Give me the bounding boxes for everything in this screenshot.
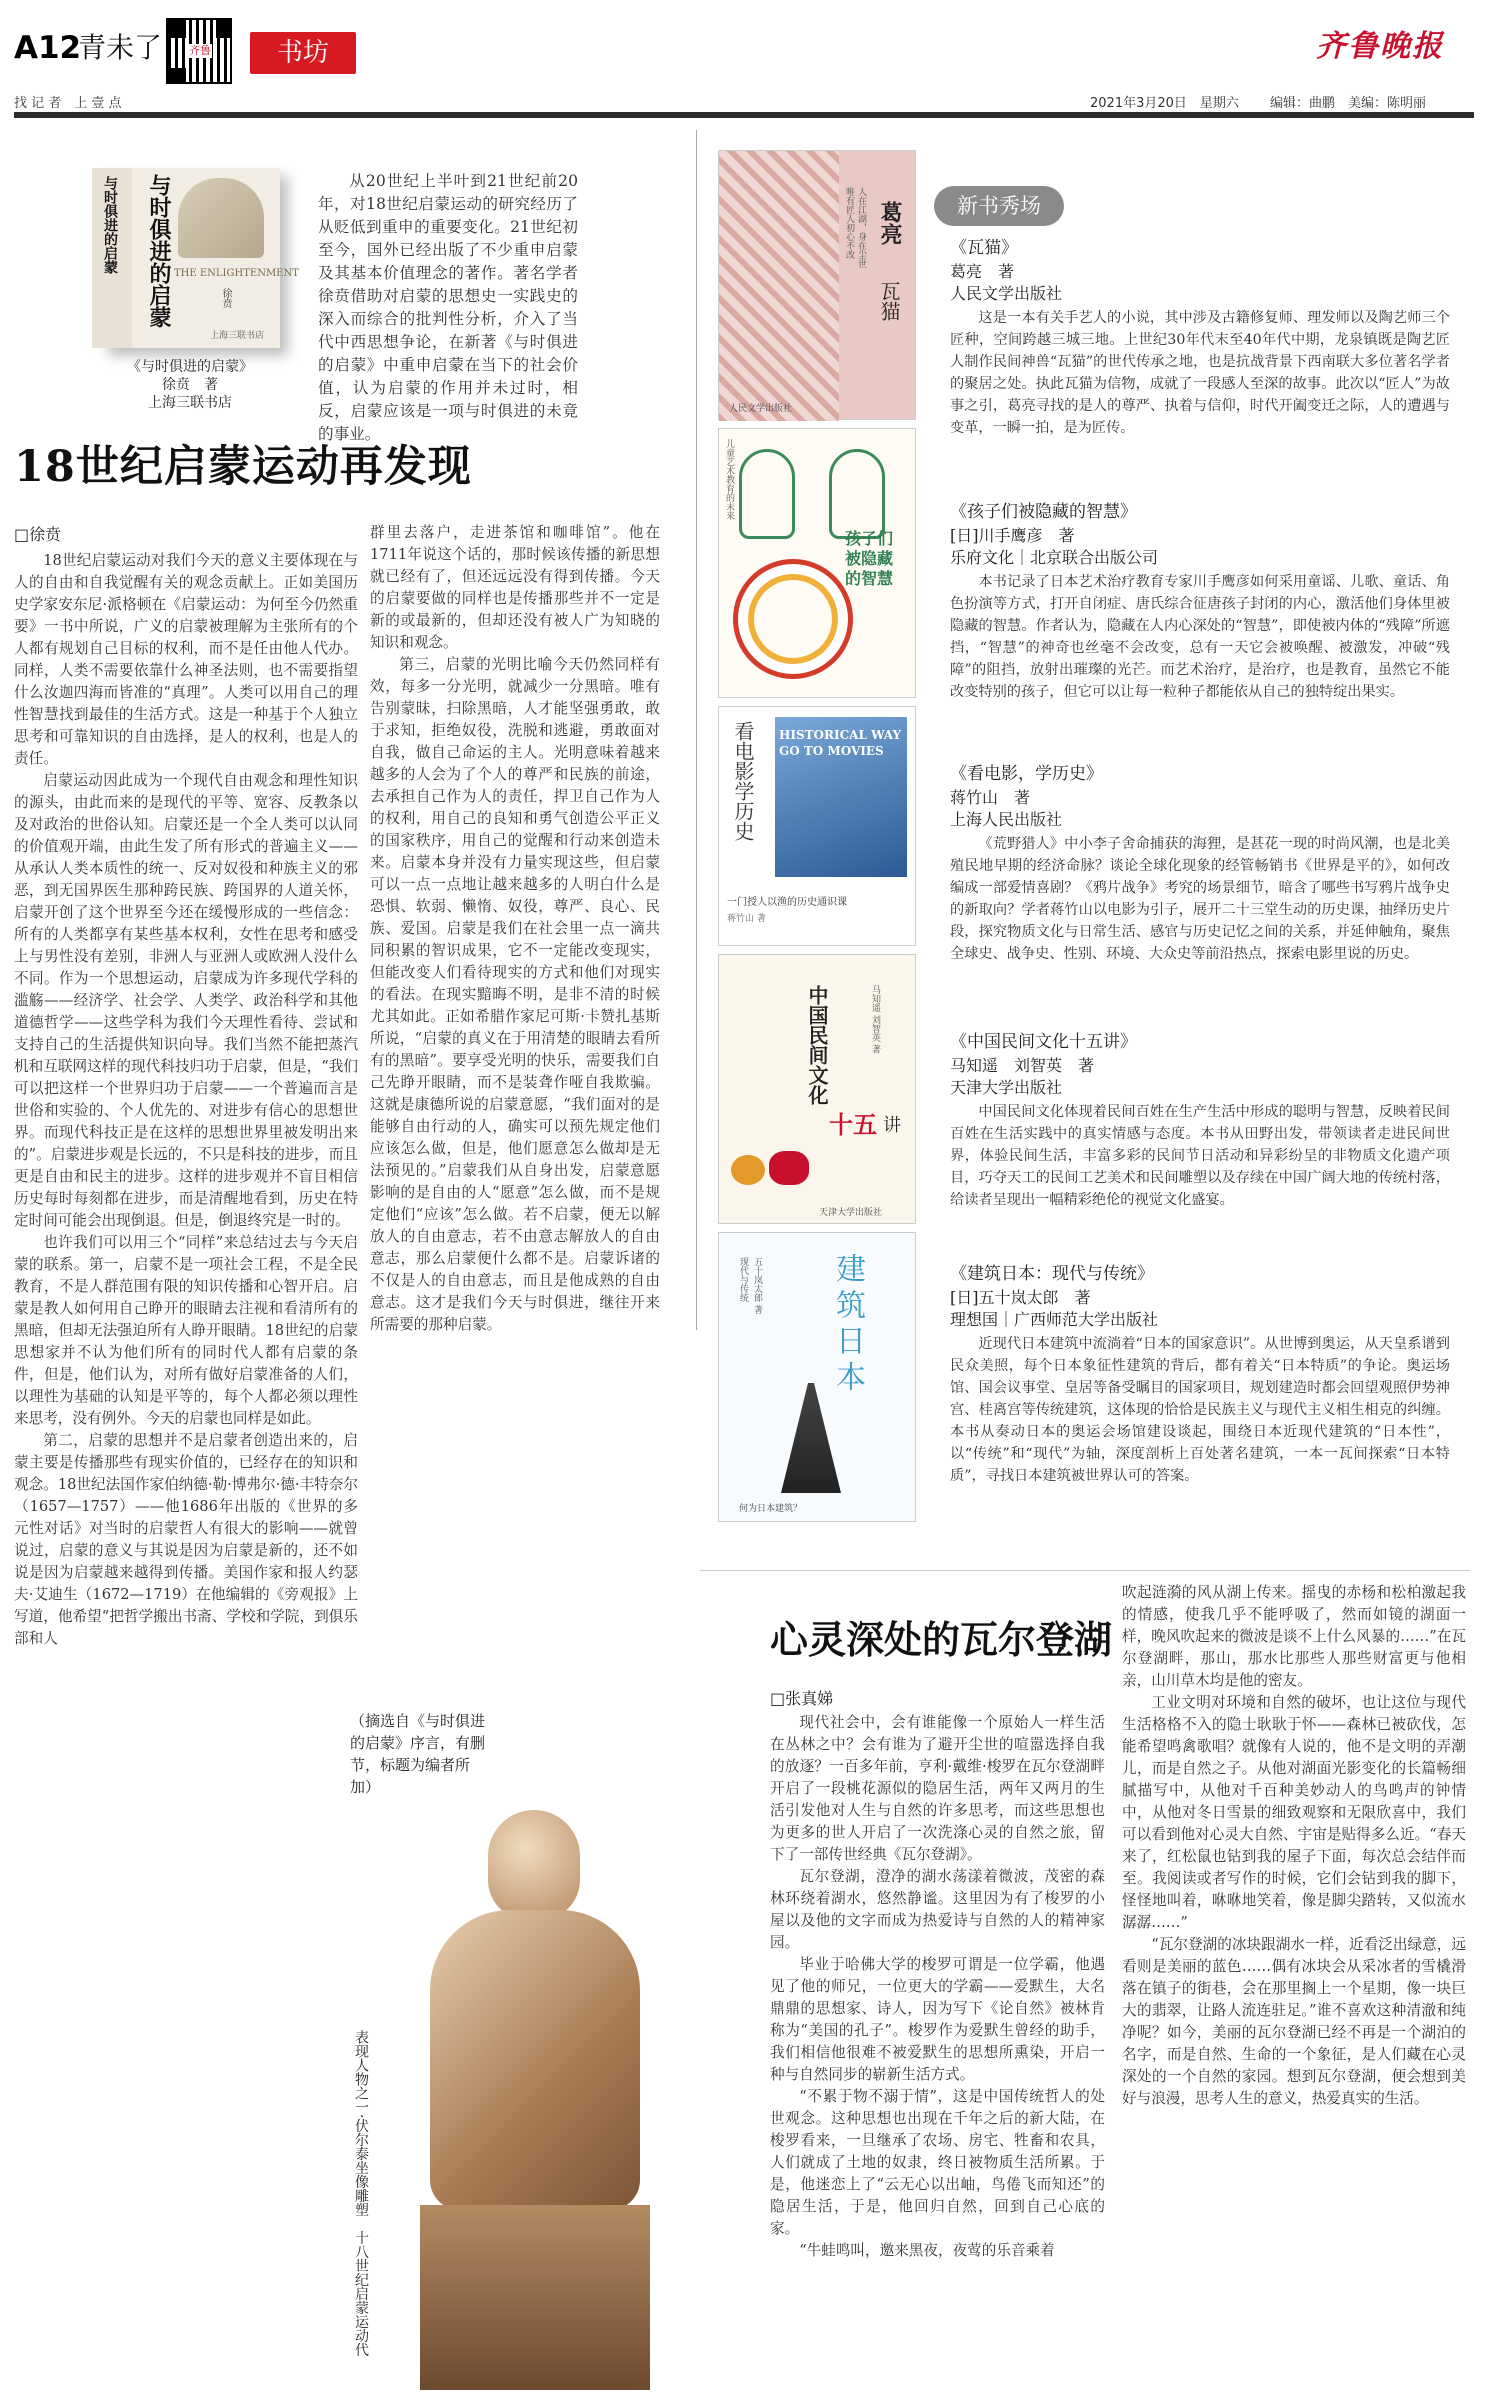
- cover-arch-title: 建筑日本: [830, 1253, 865, 1397]
- cover-title: 与时俱进的启蒙: [146, 174, 172, 328]
- issue-date: 2021年3月20日 星期六: [1090, 96, 1239, 111]
- feature-col-1: [14, 550, 358, 2350]
- cover-children: [718, 428, 916, 698]
- cover-children-sub: 儿童艺术教育的未来: [724, 439, 734, 520]
- newbook-publisher: 乐府文化｜北京联合出版公司: [950, 548, 1159, 567]
- feature-col-2: [370, 522, 660, 1336]
- cover-wamao-line: 唯有匠人初心不改: [844, 187, 854, 259]
- feature-para: 第三，启蒙的光明比喻今天仍然同样有效，每多一分光明，就减少一分黑暗。唯有告别蒙昧，扫除黑暗，人才能坚强勇敢，敢于求知，拒绝奴役，洗脱和逃避，勇敢面对自我，做自己命运的主人。光明意味着越来越多的人会为了个人的尊严和民族的前途，去承担自己作为人的责任，捍卫自己作为人的权利，用自己的良知和勇气创造公平正义的国家秩序，用自己的觉醒和行动来创造未来。启蒙本身并没有力量实现这些，但启蒙可以一点一点地让越来越多的人明白什么是恐惧、软弱、懒惰、奴役，尊严、良心、民族、爱国。启蒙是我们在社会里一点一滴共同积累的智识成果，它不一定能改变现实，但能改变人们看待现实的方式和他们对现实的看法。在现实黯晦不明，是非不清的时候尤其如此。正如希腊作家尼可斯·卡赞扎基斯所说，“启蒙的真义在于用清楚的眼睛去看所有的黑暗”。要享受光明的快乐，需要我们自己先睁开眼睛，而不是装聋作哑自我欺骗。这就是康德所说的启蒙意愿，“我们面对的是能够自由行动的人，确实可以预先规定他们应该怎么做，但是，他们愿意怎么做却是无法预见的。”启蒙我们从自身出发，启蒙意愿影响的是自由的人“愿意”怎么做，而不是规定他们“应该”怎么做。若不启蒙，便无以解放人的自由意志，若不由意志解放人的自由意志，那么启蒙便什么都不是。启蒙诉诸的不仅是人的自由意志，而且是他成熟的自由意志。这才是我们今天与时俱进，继往开来所需要的那种启蒙。: [370, 656, 660, 1333]
- essay-para: 毕业于哈佛大学的梭罗可谓是一位学霸，他遇见了他的师兄，一位更大的学霸——爱默生，大名鼎鼎的思想家、诗人，因为写下《论自然》被林肯称为“美国的孔子”。梭罗作为爱默生曾经的助手，我们相信他很难不被爱默生的思想所熏染，开启一种与自然同步的崭新生活方式。: [770, 1956, 1105, 2083]
- qr-code: [166, 18, 232, 84]
- cover-folk: [718, 954, 916, 1224]
- editor-credits: 编辑：曲鹏 美编：陈明丽: [1270, 96, 1427, 111]
- statue-base: [420, 2205, 650, 2390]
- cover-children-title: 孩子们被隐藏的智慧: [845, 529, 894, 588]
- slogan: 找 记 者 上 壹 点: [14, 96, 122, 111]
- cover-arch-author: 五十岚太郎 著: [752, 1257, 762, 1314]
- book-caption-author: 徐贲 著: [162, 377, 218, 393]
- book-caption-title: 《与时俱进的启蒙》: [127, 359, 253, 375]
- cover-wamao-publisher: 人民文学出版社: [729, 404, 793, 414]
- newbook-title: 《孩子们被隐藏的智慧》: [950, 502, 1137, 522]
- statue-body: [430, 1910, 640, 2210]
- essay-para: 现代社会中，会有谁能像一个原始人一样生活在丛林之中？会有谁为了避开尘世的喧嚣选择自我的放逐？一百多年前，亨利·戴维·梭罗在瓦尔登湖畔开启了一段桃花源似的隐居生活，两年又两月的生活引发他对人生与自然的许多思考，而这些思想也为更多的世人开启了一次洗涤心灵的自然之旅，留下了一部传世经典《瓦尔登湖》。: [770, 1714, 1105, 1863]
- newbook-title: 《瓦猫》: [950, 238, 1018, 258]
- masthead-rule: [14, 112, 1474, 118]
- newbook-publisher: 人民文学出版社: [950, 284, 1063, 303]
- feature-para: 18世纪启蒙运动对我们今天的意义主要体现在与人的自由和自我觉醒有关的观念贡献上。正如美国历史学家安东尼·派格顿在《启蒙运动：为何至今仍然重要》一书中所说，广义的启蒙被理解为主张所有的个人都有规划自己目标的权利，而不是任由他人代办。同样，人类不需要依靠什么神圣法则，也不需要指望什么汝迦四海而皆准的“真理”。人类可以用自己的理性智慧找到最佳的生活方式。这是一种基于个人独立思考和可靠知识的自由选择，是人的权利，也是人的责任。: [14, 552, 358, 767]
- voltaire-statue-photo: [410, 1800, 650, 2390]
- intro-paragraph: 从20世纪上半叶到21世纪前20年，对18世纪启蒙运动的研究经历了从贬低到重申的重要变化。21世纪初至今，国外已经出版了不少重申启蒙及其基本价值理念的著作。著名学者徐贲借助对启蒙的思想史一实践史的深入而综合的批判性分析，介入了当代中西思想争论，在新著《与时俱进的启蒙》中重申启蒙在当下的社会价值，认为启蒙的作用并未过时，相反，启蒙应该是一项与时俱进的未竟的事业。: [318, 172, 578, 443]
- feature-para: 群里去落户，走进茶馆和咖啡馆”。他在1711年说这个话的，那时候该传播的新思想就已经有了，但还远远没有得到传播。今天的启蒙要做的同样也是传播那些并不一定是新的或最新的，但却还没有被人广为知晓的知识和观念。: [370, 524, 660, 651]
- feature-source-note: （摘选自《与时俱进的启蒙》序言，有删节，标题为编者所加）: [350, 1712, 486, 1796]
- section-name: 青未了: [78, 31, 163, 64]
- cover-spine-title: 与时俱进的启蒙: [102, 176, 118, 274]
- cover-architecture: [718, 1232, 916, 1522]
- cover-movies-title: 看电影学历史: [731, 721, 755, 841]
- newbook-desc: 近现代日本建筑中流淌着“日本的国家意识”。从世博到奥运，从天皇系谱到民众美照，每个日本象征性建筑的背后，都有着关“日本特质”的争论。奥运场馆、国会议事堂、皇居等备受瞩目的国家项目，规划建造时都会回望观照伊势神宫、桂离宫等传统建筑，这体现的恰恰是民族主义与现代主义相生相克的纠缠。本书从奏动日本的奥运会场馆建设谈起，围绕日本近现代建筑的“日本性”，以“传统”和“现代”为轴，深度剖析上百处著名建筑，一本一瓦间探索“日本特质”，寻找日本建筑被世界认可的答案。: [950, 1336, 1450, 1484]
- feature-headline: 18世纪启蒙运动再发现: [14, 442, 472, 492]
- newbooks-heading: 新书秀场: [957, 194, 1041, 218]
- newbook-publisher: 上海人民出版社: [950, 810, 1063, 829]
- newbook-author: [日]五十岚太郎 著: [950, 1288, 1091, 1307]
- newbook-desc: 中国民间文化体现着民间百姓在生产生活中形成的聪明与智慧，反映着民间百姓在生活实践中的真实情感与态度。本书从田野出发，带领读者走进民间世界，体验民间生活，丰富多彩的民间节日活动和异彩纷呈的非物质文化遗产项目，巧夺天工的民间工艺美术和民间雕塑以及存续在中国广阔大地的传统村落，给读者呈现出一幅精彩绝伦的视觉文化盛宴。: [950, 1104, 1450, 1208]
- feature-byline: □徐贲: [14, 525, 62, 544]
- essay-col-2: [1122, 1582, 1466, 2380]
- cover-movies-author: 蒋竹山 著: [727, 914, 766, 924]
- essay-para: “牛蛙鸣叫，邀来黑夜，夜莺的乐音乘着: [799, 2242, 1055, 2259]
- essay-col-1: [770, 1712, 1105, 2380]
- cover-arch-caption: 何为日本建筑？: [739, 1504, 803, 1514]
- cover-author: 徐贲: [220, 288, 231, 308]
- cover-children-hand: [739, 449, 795, 539]
- cover-publisher: 上海三联书店: [210, 331, 265, 341]
- cover-wamao-line: 人在江湖，身在尘世: [856, 187, 866, 268]
- cover-folk-num: 十五: [829, 1110, 877, 1139]
- essay-para: “瓦尔登湖的冰块跟湖水一样，近看泛出绿意，远看则是美丽的蓝色……偶有冰块会从采冰者的雪橇滑落在镇子的街巷，会在那里搁上一个星期，像一块巨大的翡翠，让路人流连驻足。”谁不喜欢这种清澈和纯净呢？如今，美丽的瓦尔登湖已经不再是一个湖泊的名字，而是自然、生命的一个象征，是人们藏在心灵深处的一个自然的家园。想到瓦尔登湖，便会想到美好与浪漫，思考人生的意义，热爱真实的生活。: [1122, 1936, 1466, 2107]
- essay-byline: □张真娣: [770, 1689, 834, 1708]
- cover-movies: [718, 706, 916, 946]
- essay-para: 工业文明对环境和自然的破坏，也让这位与现代生活格格不入的隐士耿耿于怀——森林已被砍伐，怎能希望鸣禽歌唱？就像有人说的，他不是文明的弄潮儿，而是自然之子。从他对湖面光影变化的长篇畅细腻描写中，从他对千百种美妙动人的鸟鸣声的钟情中，从他对冬日雪景的细致观察和无限欣喜中，我们可以看到他对心灵大自然、宇宙是贴得多么近。“春天来了，红松鼠也钻到我的屋子下面，每次总会结伴而至。我阅读或者写作的时候，它们会钻到我的脚下，怪怪地叫着，咻咻地笑着，像是脚尖踏转，又似流水潺潺……”: [1122, 1694, 1466, 1931]
- newbook-publisher: 理想国｜广西师范大学出版社: [950, 1310, 1159, 1329]
- brand-logo: 齐鲁晚报: [1316, 29, 1444, 64]
- cover-folk-tail: 讲: [883, 1115, 901, 1136]
- newbook-title: 《中国民间文化十五讲》: [950, 1032, 1137, 1052]
- cover-movies-en: HISTORICAL WAY GO TO MOVIES: [779, 728, 902, 758]
- statue-head: [488, 1810, 580, 1920]
- feature-para: 启蒙运动因此成为一个现代自由观念和理性知识的源头，由此而来的是现代的平等、宽容、反教条以及对政治的世俗认知。启蒙还是一个全人类可以认同的价值观开端，由此生发了所有形式的普遍主义——从承认人类本质性的统一、反对奴役和种族主义的邪恶，到无国界医生那种跨民族、跨国界的人道关怀，启蒙开创了这个世界至今还在缓慢形成的一些信念：所有的人类都享有某些基本权利，女性在思考和感受上与男性没有差别，非洲人与亚洲人或欧洲人没什么不同。作为一个思想运动，启蒙成为许多现代学科的滥觞——经济学、社会学、人类学、政治科学和其他道德哲学——这些学科为我们今天理性看待、尝试和支持自己的生活提供知识向导。我们当然不能把蒸汽机和互联网这样的现代科技归功于启蒙，但是，“我们可以把这样一个世界归功于启蒙——一个普遍而言是世俗和实验的、个人优先的、对进步有信心的思想世界。而现代科技正是在这样的思想世界里被发明出来的”。启蒙进步观是长远的，不只是科技的进步，而且更是自由和民主的进步。这样的进步观并不盲目相信历史每时每刻都在进步，而是清醒地看到，历史在特定时间可能会出现倒退。但是，倒退终究是一时的。: [14, 772, 358, 1229]
- essay-rule: [700, 1570, 1470, 1571]
- cover-title-en: THE ENLIGHTENMENT: [174, 268, 299, 279]
- newbook-author: 蒋竹山 著: [950, 788, 1031, 807]
- newbook-entry: [950, 236, 1450, 439]
- cover-folk-title: 中国民间文化: [805, 985, 829, 1105]
- essay-para: 瓦尔登湖，澄净的湖水荡漾着微波，茂密的森林环绕着湖水，悠然静谧。这里因为有了梭罗的小屋以及他的文字而成为热爱诗与自然的人的精神家园。: [770, 1868, 1105, 1951]
- statue-caption: 表现人物之一·伏尔泰坐像雕塑 十八世纪启蒙运动代: [353, 2030, 369, 2357]
- feature-intro: [318, 170, 578, 446]
- cover-wamao: [718, 150, 916, 420]
- section-tab: 书坊: [250, 32, 356, 74]
- newbook-entry: [950, 500, 1450, 703]
- book-cover-enlightenment: [100, 168, 299, 348]
- newbook-title: 《看电影，学历史》: [950, 764, 1103, 784]
- cover-wamao-author: 葛亮: [877, 201, 903, 245]
- cover-children-hand: [829, 449, 885, 539]
- newbook-publisher: 天津大学出版社: [950, 1078, 1063, 1097]
- feature-para: 也许我们可以用三个“同样”来总结过去与今天启蒙的联系。第一，启蒙不是一项社会工程，不是全民教育，不是人群范围有限的知识传播和心智开启。启蒙是教人如何用自己睁开的眼睛去注视和看清所有的黑暗，但却无法强迫所有人睁开眼睛。18世纪的启蒙思想家并不认为他们所有的同时代人都有启蒙的条件，但是，他们认为，对所有做好启蒙准备的人们，以理性为基础的认知是平等的，每个人都必须以理性来思考，没有例外。今天的启蒙也同样是如此。: [14, 1234, 358, 1427]
- qr-label: 齐鲁: [189, 44, 211, 57]
- newbook-entry: [950, 1262, 1450, 1487]
- cover-arch-sub: 现代与传统: [738, 1257, 748, 1302]
- newbook-desc: 《荒野猎人》中小李子舍命捕获的海狸，是甚花一现的时尚风潮，也是北美殖民地早期的经济命脉？谈论全球化现象的经管畅销书《世界是平的》，如何改编成一部爱情喜剧？《鸦片战争》考究的场景细节，暗含了哪些书写鸦片战争史的新取向？学者蒋竹山以电影为引子，展开二十三堂生动的历史课，抽绎历史片段，探究物质文化与日常生活、感官与历史记忆之间的关系，并延伸触角，聚焦全球史、战争史、性别、环境、大众史等前沿热点，探索电影里说的历史。: [950, 836, 1450, 962]
- cover-folk-authors: 马知遥 刘智英 著: [870, 985, 880, 1054]
- newbook-entry: [950, 762, 1450, 965]
- cover-folk-ornament: [769, 1151, 809, 1185]
- essay-headline: 心灵深处的瓦尔登湖: [770, 1617, 1113, 1662]
- newbook-desc: 这是一本有关手艺人的小说，其中涉及古籍修复师、理发师以及陶艺师三个匠种，空间跨越三城三地。上世纪30年代末至40年代中期，龙泉镇既是陶艺匠人制作民间神兽“瓦猫”的世代传承之地，也是抗战背景下西南联大多位著名学者的聚居之处。执此瓦猫为信物，成就了一段感人至深的故事。此次以“匠人”为故事之引，葛亮寻找的是人的尊严、执着与信仰，时代开阖变迁之际，人的遭遇与变革，一瞬一拍，是为匠传。: [950, 310, 1450, 436]
- cover-arch-tower: [781, 1383, 841, 1493]
- cover-wamao-title: 瓦猫: [877, 281, 901, 321]
- newbook-author: [日]川手鹰彦 著: [950, 526, 1075, 545]
- cover-engraving: [178, 178, 264, 258]
- column-divider: [696, 130, 697, 1330]
- feature-para: 第二，启蒙的思想并不是启蒙者创造出来的，启蒙主要是传播那些有现实价值的，已经存在的知识和观念。18世纪法国作家伯纳德·勒·博弗尔·德·丰特奈尔（1657—1757）——他1686年出版的《世界的多元性对话》对当时的启蒙哲人有很大的影响——就曾说过，启蒙的意义与其说是因为启蒙是新的，还不如说是因为启蒙越来越得到传播。美国作家和报人约瑟夫·艾迪生（1672—1719）在他编辑的《旁观报》上写道，他希望“把哲学搬出书斋、学校和学院，到俱乐部和人: [14, 1432, 358, 1647]
- newbook-desc: 本书记录了日本艺术治疗教育专家川手鹰彦如何采用童谣、儿歌、童话、角色扮演等方式，打开自闭症、唐氏综合征唐孩子封闭的内心，激活他们身体里被隐藏的智慧。作者认为，隐藏在人内心深处的“智慧”，即使被内体的“残障”所遮挡，“智慧”的神奇也丝毫不会改变，总有一天它会被唤醒、被激发，冲破“残障”的阻挡，放射出璀璨的光芒。而艺术治疗，是治疗，也是教育，虽然它不能改变特别的孩子，但它可以让每一粒种子都能依从自己的独特绽出果实。: [950, 574, 1450, 700]
- page-number: A12: [14, 30, 82, 66]
- cover-folk-ornament: [731, 1155, 765, 1185]
- book-caption-publisher: 上海三联书店: [148, 395, 232, 411]
- cover-folk-publisher: 天津大学出版社: [819, 1208, 883, 1218]
- essay-para: 吹起涟漪的风从湖上传来。摇曳的赤杨和松柏激起我的情感，使我几乎不能呼吸了，然而如镜的湖面一样，晚风吹起来的微波是谈不上什么风暴的……”在瓦尔登湖畔，那山，那水比那些人那些财富更与他相亲，山川草木均是他的密友。: [1122, 1584, 1466, 1689]
- newbook-title: 《建筑日本：现代与传统》: [950, 1264, 1154, 1284]
- cover-wamao-art: [719, 151, 839, 421]
- cover-movies-sub: 一门授人以渔的历史通识课: [727, 897, 847, 908]
- essay-para: “不累于物不溺于情”，这是中国传统哲人的处世观念。这种思想也出现在千年之后的新大陆，在梭罗看来，一旦继承了农场、房宅、牲畜和农具，人们就成了土地的奴隶，终日被物质生活所累。于是，他迷恋上了“云无心以出岫，鸟倦飞而知还”的隐居生活，于是，他回归自然，回到自己心底的家。: [770, 2088, 1105, 2237]
- newbook-author: 葛亮 著: [950, 262, 1015, 281]
- newbook-author: 马知遥 刘智英 著: [950, 1056, 1095, 1075]
- cover-children-circles: [733, 559, 853, 679]
- newbook-entry: [950, 1030, 1450, 1211]
